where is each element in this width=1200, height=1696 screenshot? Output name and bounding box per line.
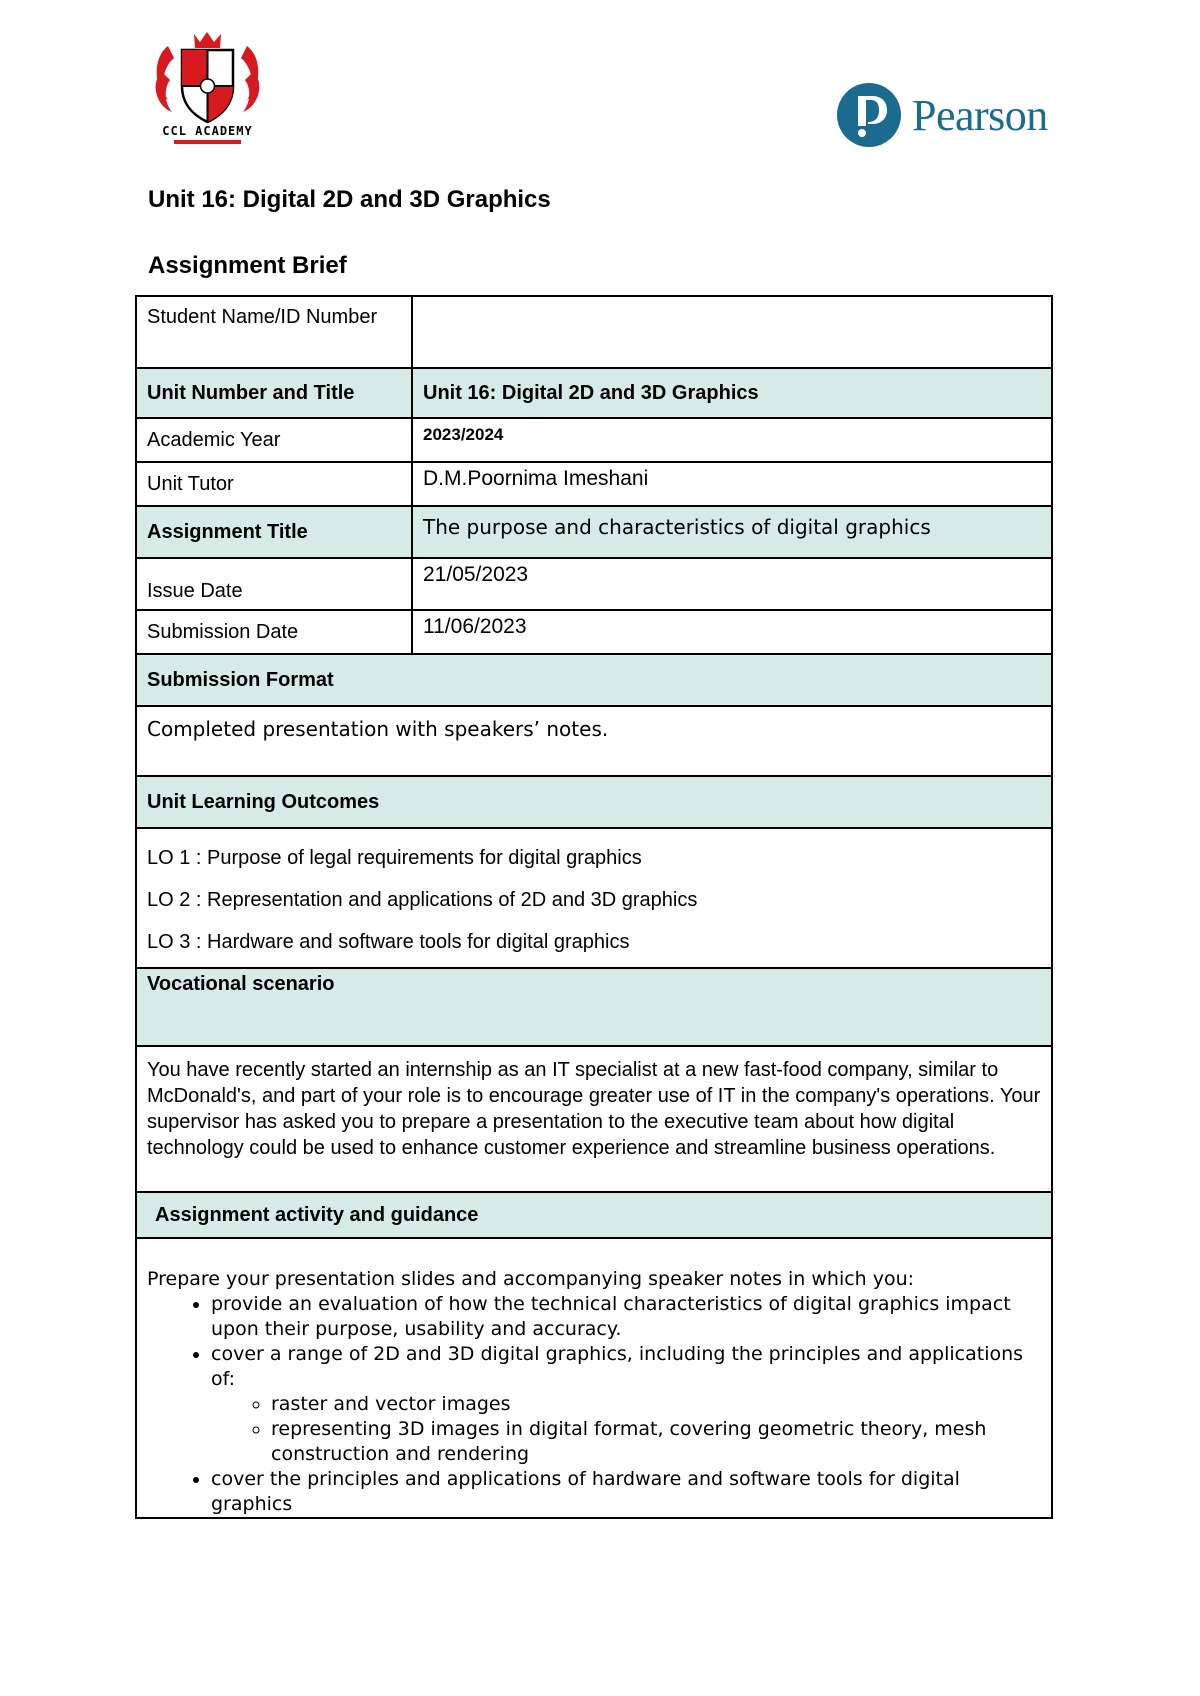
table-row bbox=[136, 776, 1052, 828]
guidance-list bbox=[147, 1292, 1041, 1517]
table-row bbox=[136, 368, 1052, 418]
table-row bbox=[136, 968, 1052, 1046]
year-value: 2023/2024 bbox=[412, 418, 1052, 462]
pearson-wordmark: Pearson bbox=[912, 90, 1048, 140]
assignment-title-label: Assignment Title bbox=[136, 506, 412, 558]
learning-outcomes-list bbox=[136, 828, 1052, 968]
unit-value: Unit 16: Digital 2D and 3D Graphics bbox=[412, 368, 1052, 418]
guidance-heading: Assignment activity and guidance bbox=[136, 1192, 1052, 1238]
list-item: • cover the principles and applications of hardware and software tools for digital graphics bbox=[211, 1467, 1041, 1517]
table-row bbox=[136, 558, 1052, 610]
submission-format-text: Completed presentation with speakers’ notes. bbox=[136, 706, 1052, 776]
table-row bbox=[136, 1192, 1052, 1238]
scenario-heading: Vocational scenario bbox=[136, 968, 1052, 1046]
submission-date-label: Submission Date bbox=[136, 610, 412, 654]
assignment-brief-table bbox=[135, 295, 1053, 1519]
ccl-logo-text: CCL ACADEMY bbox=[162, 124, 253, 138]
learning-outcomes-heading: Unit Learning Outcomes bbox=[136, 776, 1052, 828]
tutor-value: D.M.Poornima Imeshani bbox=[412, 462, 1052, 506]
list-item: ◦ representing 3D images in digital format, covering geometric theory, mesh construction and rendering bbox=[271, 1417, 1041, 1467]
assignment-title-value: The purpose and characteristics of digital graphics bbox=[412, 506, 1052, 558]
table-row bbox=[136, 418, 1052, 462]
table-row bbox=[136, 1238, 1052, 1518]
scenario-cell bbox=[136, 1046, 1052, 1192]
guidance-intro: Prepare your presentation slides and accompanying speaker notes in which you: bbox=[147, 1268, 915, 1290]
pearson-p-icon bbox=[836, 82, 902, 148]
list-item: LO 1 : Purpose of legal requirements for digital graphics bbox=[147, 847, 642, 869]
issue-date-label: Issue Date bbox=[136, 558, 412, 610]
list-item: ◦ raster and vector images bbox=[271, 1392, 1041, 1417]
guidance-sublist bbox=[211, 1392, 1041, 1467]
year-label: Academic Year bbox=[136, 418, 412, 462]
list-item: • provide an evaluation of how the technical characteristics of digital graphics impact upon their purpose, usability and accuracy. bbox=[211, 1292, 1041, 1342]
list-item bbox=[211, 1342, 1041, 1467]
issue-date-value: 21/05/2023 bbox=[412, 558, 1052, 610]
table-row bbox=[136, 828, 1052, 968]
student-value bbox=[412, 296, 1052, 368]
table-row bbox=[136, 654, 1052, 706]
tutor-label: Unit Tutor bbox=[136, 462, 412, 506]
unit-label: Unit Number and Title bbox=[136, 368, 412, 418]
guidance-cell bbox=[136, 1238, 1052, 1518]
list-item: LO 2 : Representation and applications of 2D and 3D graphics bbox=[147, 889, 698, 911]
table-row bbox=[136, 506, 1052, 558]
scenario-text: You have recently started an internship as an IT specialist at a new fast-food company, similar to McDonald's, and part of your role is to encourage greater use of IT in the company's operations. Your supervisor has asked you to prepare a presentation to the executive team about how digital technology could be used to enhance customer experience and streamline business operations. bbox=[147, 1059, 1041, 1159]
list-item: LO 3 : Hardware and software tools for digital graphics bbox=[147, 931, 630, 953]
table-row bbox=[136, 462, 1052, 506]
document-title: Unit 16: Digital 2D and 3D Graphics bbox=[148, 186, 551, 213]
submission-date-value: 11/06/2023 bbox=[412, 610, 1052, 654]
list-item-text: cover a range of 2D and 3D digital graphics, including the principles and applications of: bbox=[211, 1343, 1024, 1390]
guidance-body bbox=[147, 1239, 1041, 1517]
table-row bbox=[136, 610, 1052, 654]
student-label: Student Name/ID Number bbox=[136, 296, 412, 368]
table-row bbox=[136, 296, 1052, 368]
pearson-logo bbox=[836, 80, 1066, 150]
document-subtitle: Assignment Brief bbox=[148, 252, 347, 279]
submission-format-heading: Submission Format bbox=[136, 654, 1052, 706]
table-row bbox=[136, 1046, 1052, 1192]
table-row bbox=[136, 706, 1052, 776]
ccl-academy-logo bbox=[150, 28, 265, 148]
